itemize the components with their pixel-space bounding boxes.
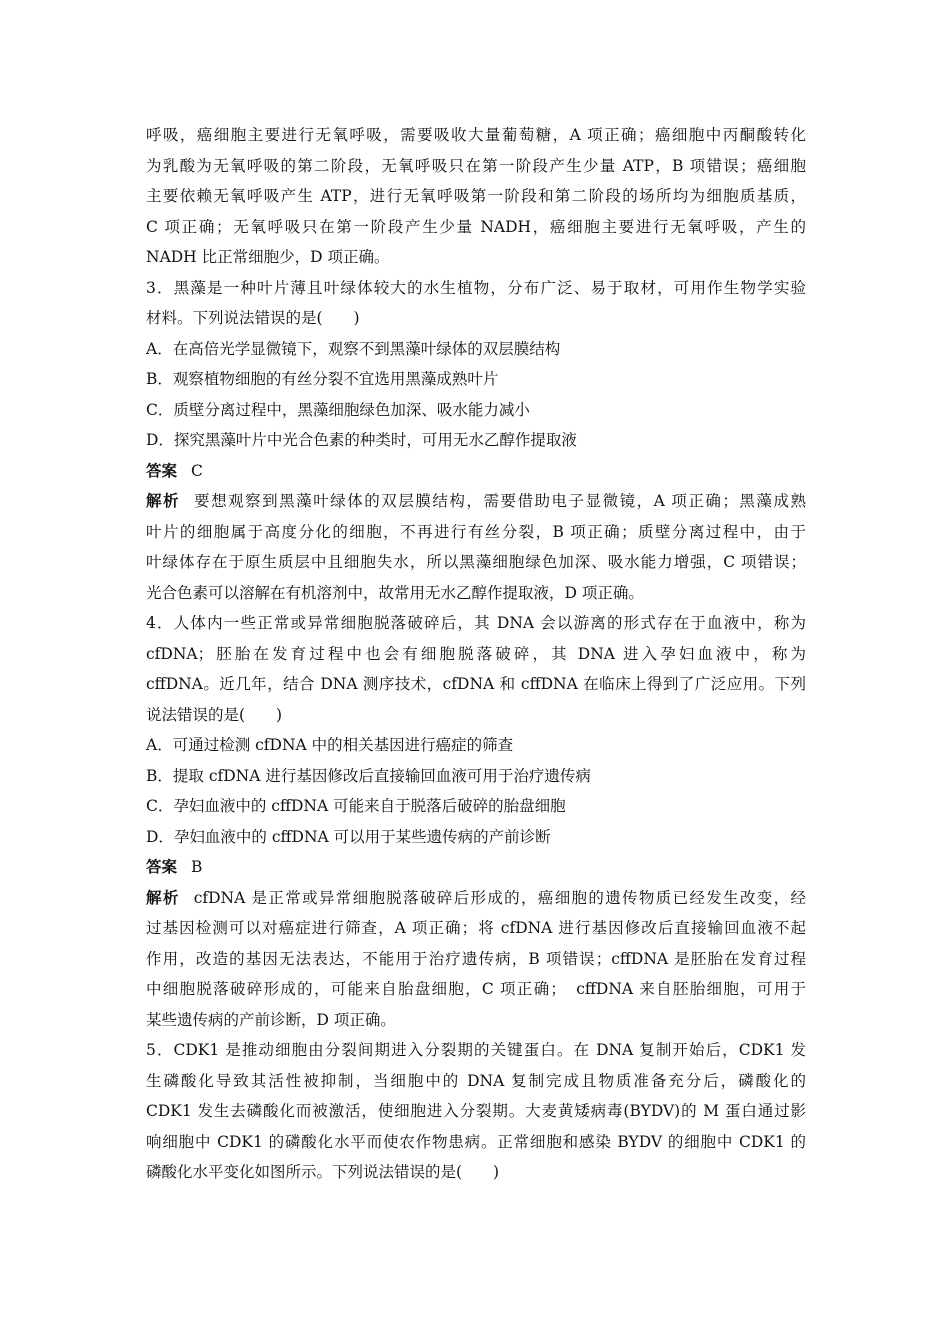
- option-c: C．质壁分离过程中，黑藻细胞绿色加深、吸水能力减小: [146, 400, 530, 419]
- analysis-label: 解析: [146, 491, 181, 510]
- option-d: D．探究黑藻叶片中光合色素的种类时，可用无水乙醇作提取液: [146, 431, 577, 449]
- analysis-line: 叶绿体存在于原生质层中且细胞失水，所以黑藻细胞绿色加深、吸水能力增强，C 项错误；: [146, 553, 806, 571]
- answer-label: 答案: [146, 460, 178, 480]
- question-stem-line: 磷酸化水平变化如图所示。下列说法错误的是( ): [146, 1163, 500, 1181]
- analysis-label: 解析: [146, 887, 180, 907]
- text-line: NADH 比正常细胞少，D 项正确。: [146, 248, 390, 266]
- analysis-line: 过基因检测可以对癌症进行筛查，A 项正确；将 cfDNA 进行基因修改后直接输回血液不起: [146, 919, 806, 937]
- answer-line: [146, 456, 806, 487]
- question-stem-line: 3．黑藻是一种叶片薄且叶绿体较大的水生植物，分布广泛、易于取材，可用作生物学实验: [146, 278, 806, 297]
- question-5: [146, 1035, 806, 1188]
- question-stem-line: 说法错误的是( ): [146, 705, 283, 724]
- question-3: [146, 273, 806, 609]
- analysis-line: 叶片的细胞属于高度分化的细胞，不再进行有丝分裂，B 项正确；质壁分离过程中，由于: [146, 522, 806, 541]
- text-line: 为乳酸为无氧呼吸的第二阶段，无氧呼吸只在第一阶段产生少量 ATP，B 项错误；癌细胞: [146, 156, 806, 175]
- question-stem-line: 材料。下列说法错误的是( ): [146, 309, 360, 327]
- answer-line: [146, 852, 806, 883]
- analysis-line: [146, 486, 806, 517]
- analysis-line: 作用，改造的基因无法表达，不能用于治疗遗传病，B 项错误；cffDNA 是胚胎在发育过程: [146, 949, 806, 968]
- question-stem-line: cffDNA。近几年，结合 DNA 测序技术，cfDNA 和 cffDNA 在临床上得到了广泛应用。下列: [146, 675, 806, 693]
- question-stem-line: CDK1 发生去磷酸化而被激活，使细胞进入分裂期。大麦黄矮病毒(BYDV)的 M 蛋白通过影: [146, 1102, 806, 1120]
- analysis-line: 光合色素可以溶解在有机溶剂中，故常用无水乙醇作提取液，D 项正确。: [146, 583, 644, 602]
- analysis-text: 要想观察到黑藻叶绿体的双层膜结构，需要借助电子显微镜，A 项正确；黑藻成熟: [194, 492, 806, 510]
- question-4: [146, 608, 806, 1035]
- option-c: C．孕妇血液中的 cffDNA 可能来自于脱落后破碎的胎盘细胞: [146, 797, 566, 815]
- answer-value: B: [191, 858, 203, 876]
- question-stem-line: 5．CDK1 是推动细胞由分裂间期进入分裂期的关键蛋白。在 DNA 复制开始后，CDK1 发: [146, 1041, 806, 1059]
- page-content: [146, 120, 806, 1188]
- text-line: 呼吸，癌细胞主要进行无氧呼吸，需要吸收大量葡萄糖，A 项正确；癌细胞中丙酮酸转化: [146, 126, 806, 144]
- question-stem-line: 生磷酸化导致其活性被抑制，当细胞中的 DNA 复制完成且物质准备充分后，磷酸化的: [146, 1071, 806, 1090]
- question-stem-line: 4．人体内一些正常或异常细胞脱落破碎后，其 DNA 会以游离的形式存在于血液中，称为: [146, 614, 806, 632]
- option-d: D．孕妇血液中的 cffDNA 可以用于某些遗传病的产前诊断: [146, 827, 551, 846]
- analysis-line: 中细胞脱落破碎形成的，可能来自胎盘细胞，C 项正确； cffDNA 来自胚胎细胞，可用于: [146, 980, 806, 998]
- option-a: A．在高倍光学显微镜下，观察不到黑藻叶绿体的双层膜结构: [146, 339, 561, 358]
- analysis-line: 某些遗传病的产前诊断，D 项正确。: [146, 1010, 396, 1029]
- question-stem-line: 响细胞中 CDK1 的磷酸化水平而使农作物患病。正常细胞和感染 BYDV 的细胞中 CDK1 的: [146, 1132, 806, 1151]
- text-line: C 项正确；无氧呼吸只在第一阶段产生少量 NADH，癌细胞主要进行无氧呼吸，产生的: [146, 217, 806, 236]
- text-line: 主要依赖无氧呼吸产生 ATP，进行无氧呼吸第一阶段和第二阶段的场所均为细胞质基质，: [146, 187, 806, 205]
- analysis-text: cfDNA 是正常或异常细胞脱落破碎后形成的，癌细胞的遗传物质已经发生改变，经: [193, 888, 806, 907]
- question-stem-line: cfDNA；胚胎在发育过程中也会有细胞脱落破碎，其 DNA 进入孕妇血液中，称为: [146, 644, 806, 663]
- answer-label: 答案: [146, 857, 178, 876]
- analysis-line: [146, 883, 806, 914]
- answer-value: C: [191, 461, 203, 480]
- q2-analysis-tail: [146, 120, 806, 273]
- option-b: B．提取 cfDNA 进行基因修改后直接输回血液可用于治疗遗传病: [146, 766, 591, 785]
- option-a: A．可通过检测 cfDNA 中的相关基因进行癌症的筛查: [146, 736, 514, 754]
- option-b: B．观察植物细胞的有丝分裂不宜选用黑藻成熟叶片: [146, 370, 499, 388]
